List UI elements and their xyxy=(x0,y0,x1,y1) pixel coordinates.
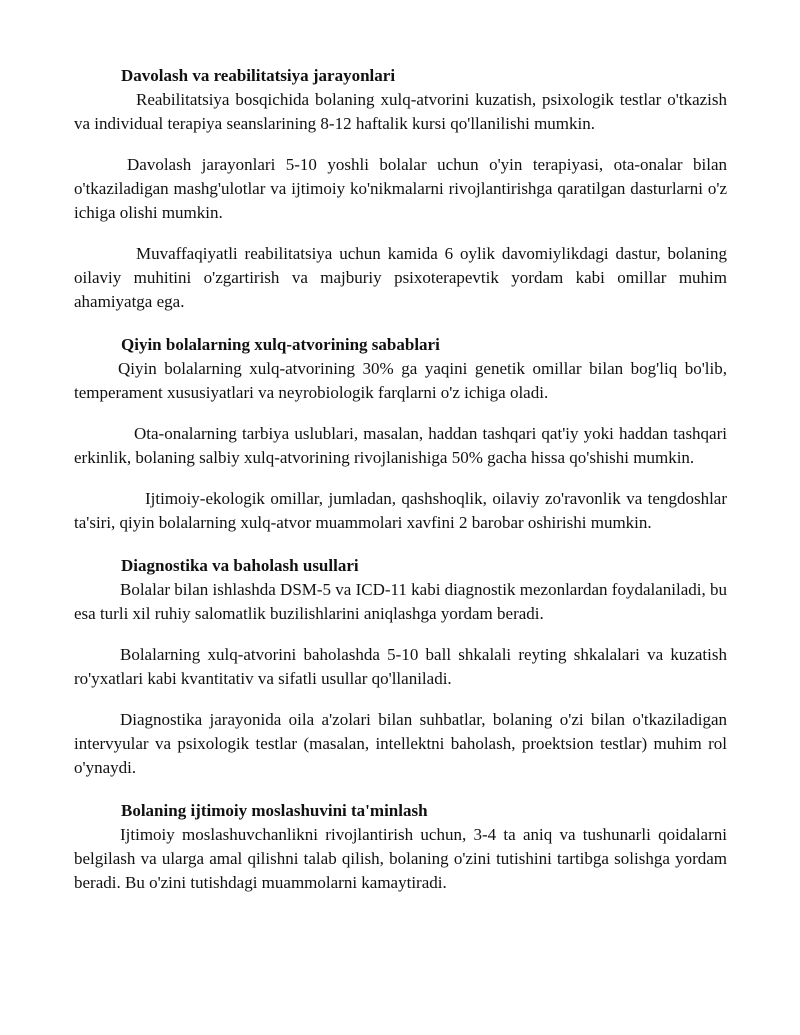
paragraph: Ijtimoiy moslashuvchanlikni rivojlantirish uchun, 3-4 ta aniq va tushunarli qoidalarni belgilash va ularga amal qilishni talab qilish, bolaning o'zini tutishini tartibga solishga yordam beradi. Bu o'zini tutishdagi muammolarni kamaytiradi. xyxy=(74,825,727,892)
paragraph: Qiyin bolalarning xulq-atvorining 30% ga yaqini genetik omillar bilan bog'liq bo'lib, temperament xususiyatlari va neyrobiologik farqlarni o'z ichiga oladi. xyxy=(74,359,727,402)
paragraph: Diagnostika jarayonida oila a'zolari bilan suhbatlar, bolaning o'zi bilan o'tkaziladigan intervyular va psixologik testlar (masalan, intellektni baholash, proektsion testlar) muhim rol o'ynaydi. xyxy=(74,710,727,777)
section-heading: Qiyin bolalarning xulq-atvorining sabablari xyxy=(121,335,440,354)
section-treatment xyxy=(74,64,727,314)
paragraph: Ijtimoiy-ekologik omillar, jumladan, qashshoqlik, oilaviy zo'ravonlik va tengdoshlar ta'siri, qiyin bolalarning xulq-atvor muammolari xavfini 2 barobar oshirishi mumkin. xyxy=(74,489,727,532)
section-heading: Diagnostika va baholash usullari xyxy=(121,556,359,575)
document-page xyxy=(74,64,727,912)
section-diagnostics xyxy=(74,554,727,780)
paragraph: Davolash jarayonlari 5-10 yoshli bolalar uchun o'yin terapiyasi, ota-onalar bilan o'tkaziladigan mashg'ulotlar va ijtimoiy ko'nikmalarni rivojlantirishga qaratilgan dasturlarni o'z ichiga olishi mumkin. xyxy=(74,155,727,222)
paragraph: Reabilitatsiya bosqichida bolaning xulq-atvorini kuzatish, psixologik testlar o'tkazish va individual terapiya seanslarining 8-12 haftalik kursi qo'llanilishi mumkin. xyxy=(74,90,727,133)
paragraph: Bolalarning xulq-atvorini baholashda 5-10 ball shkalali reyting shkalalari va kuzatish ro'yxatlari kabi kvantitativ va sifatli usullar qo'llaniladi. xyxy=(74,645,727,688)
paragraph: Bolalar bilan ishlashda DSM-5 va ICD-11 kabi diagnostik mezonlardan foydalaniladi, bu esa turli xil ruhiy salomatlik buzilishlarini aniqlashga yordam beradi. xyxy=(74,580,727,623)
paragraph: Ota-onalarning tarbiya uslublari, masalan, haddan tashqari qat'iy yoki haddan tashqari erkinlik, bolaning salbiy xulq-atvorining rivojlanishiga 50% gacha hissa qo'shishi mumkin. xyxy=(74,424,727,467)
section-causes xyxy=(74,333,727,535)
section-heading: Davolash va reabilitatsiya jarayonlari xyxy=(121,66,396,85)
section-social-adaptation xyxy=(74,799,727,895)
paragraph: Muvaffaqiyatli reabilitatsiya uchun kamida 6 oylik davomiylikdagi dastur, bolaning oilaviy muhitini o'zgartirish va majburiy psixoterapevtik yordam kabi omillar muhim ahamiyatga ega. xyxy=(74,244,727,311)
section-heading: Bolaning ijtimoiy moslashuvini ta'minlash xyxy=(121,801,428,820)
